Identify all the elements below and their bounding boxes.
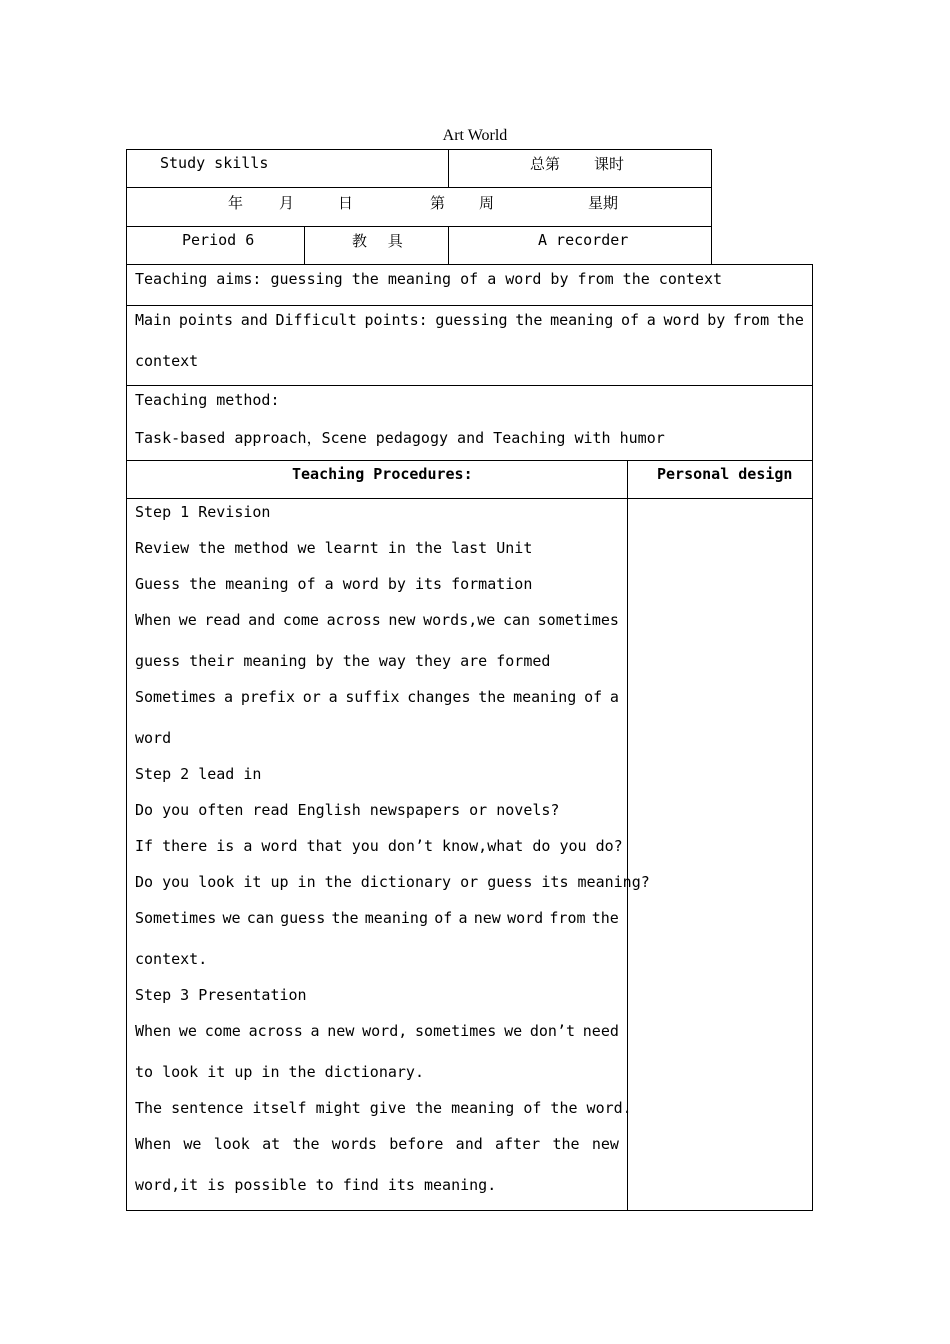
total-label: 总第	[530, 155, 561, 173]
lesson-label: 课时	[594, 155, 625, 173]
teaching-aims: Teaching aims: guessing the meaning of a word by from the context	[135, 270, 722, 288]
date-weekday: 星期	[588, 194, 619, 212]
proc-line-justified: When we come across a new word, sometimes we don’t need	[135, 1022, 619, 1040]
date-year: 年	[228, 194, 244, 212]
proc-line: Guess the meaning of a word by its formation	[135, 575, 533, 593]
proc-line-justified: Sometimes a prefix or a suffix changes the meaning of a	[135, 688, 619, 706]
date-day: 日	[338, 194, 354, 212]
proc-line: word	[135, 729, 172, 747]
proc-line: context.	[135, 950, 208, 968]
main-points-line-1: Main points and Difficult points: guessing the meaning of a word by from the	[135, 311, 804, 329]
proc-line-justified: When we look at the words before and after the new	[135, 1135, 619, 1153]
proc-line: If there is a word that you don’t know,what do you do?	[135, 837, 623, 855]
date-week-prefix: 第	[430, 194, 446, 212]
proc-line: Do you look it up in the dictionary or guess its meaning?	[135, 873, 650, 891]
proc-line: word,it is possible to find its meaning.	[135, 1176, 497, 1194]
page-title: Art World	[442, 127, 508, 144]
date-row	[126, 187, 712, 227]
procedures-header: Teaching Procedures:	[292, 465, 473, 483]
proc-line: to look it up in the dictionary.	[135, 1063, 424, 1081]
proc-line: Do you often read English newspapers or novels?	[135, 801, 560, 819]
date-month: 月	[279, 194, 295, 212]
proc-line: The sentence itself might give the meaning of the word.	[135, 1099, 632, 1117]
period-divider-2	[448, 226, 449, 265]
study-skills-label: Study skills	[160, 154, 269, 172]
method-label: Teaching method:	[135, 391, 280, 409]
main-points-line-2: context	[135, 352, 199, 370]
tools-value: A recorder	[538, 231, 629, 249]
total-lesson-label	[530, 153, 624, 174]
period-label: Period 6	[182, 231, 255, 249]
proc-line: Review the method we learnt in the last Unit	[135, 539, 533, 557]
proc-line: Step 1 Revision	[135, 503, 271, 521]
proc-line-justified: When we read and come across new words,we can sometimes	[135, 611, 619, 629]
proc-line: Step 2 lead in	[135, 765, 262, 783]
header-divider	[448, 149, 449, 188]
method-value: Task-based approach，Scene pedagogy and Teaching with humor	[135, 429, 665, 447]
proc-line: Step 3 Presentation	[135, 986, 307, 1004]
personal-design-header: Personal design	[657, 465, 793, 483]
period-divider-1	[304, 226, 305, 265]
proc-line-justified: Sometimes we can guess the meaning of a new word from the	[135, 909, 619, 927]
proc-line: guess their meaning by the way they are formed	[135, 652, 551, 670]
date-week: 周	[479, 194, 495, 212]
tools-label: 教 具	[352, 232, 411, 250]
